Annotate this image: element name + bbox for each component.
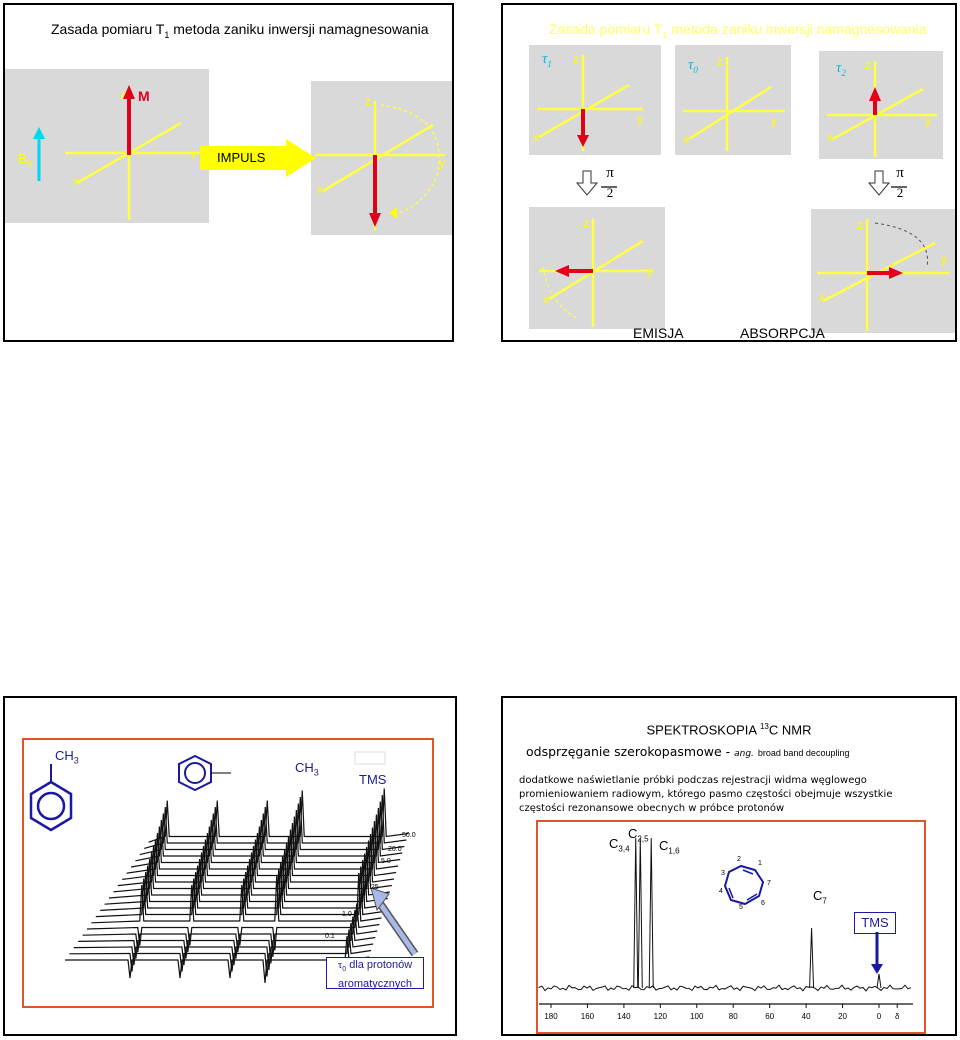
svg-text:z: z <box>583 216 589 230</box>
spectrum-peak <box>634 838 638 988</box>
x-axis-tick-label: 0 <box>876 1012 882 1021</box>
slide-t1-principle <box>3 3 454 342</box>
tau1-label: $\tau_1$ <box>542 51 552 69</box>
ch3-top-label: $CH_3$ <box>55 748 79 766</box>
svg-text:x: x <box>317 182 323 196</box>
x-axis-tick-label: 80 <box>728 1012 738 1021</box>
slide-toluene-t1-spectra <box>3 696 457 1036</box>
svg-text:x: x <box>543 292 549 306</box>
stacked-spectrum-trace <box>149 789 409 843</box>
svg-text:z: z <box>573 52 579 66</box>
slide-t1-tau-series <box>501 3 957 342</box>
x-axis-tick-label: 120 <box>653 1012 667 1021</box>
tick-label-1: 20.0 <box>388 846 402 853</box>
ring-number-2: 2 <box>737 856 741 863</box>
svg-text:y: y <box>941 252 947 266</box>
svg-text:z: z <box>857 218 863 232</box>
x-axis-tick-label: 160 <box>580 1012 595 1021</box>
ring-number-3: 3 <box>721 870 725 877</box>
x-axis-tick-label: 60 <box>765 1012 775 1021</box>
peak-label-c7: $C_7$ <box>813 888 827 906</box>
pi-half-right: π 2 <box>896 165 904 200</box>
subtitle: odsprzęganie szerokopasmowe - ang. broad band decoupling <box>526 744 850 759</box>
tick-label-0: 50.0 <box>402 832 416 839</box>
svg-text:x: x <box>819 290 825 304</box>
ring-number-5: 5 <box>739 904 743 911</box>
tms-label: TMS <box>359 772 387 787</box>
tick-label-3: 2.25 <box>365 884 379 891</box>
stacked-spectrum-trace <box>87 904 379 951</box>
absorption-label: ABSORPCJA <box>740 325 825 341</box>
tick-label-5: 0.1 <box>325 933 335 940</box>
svg-text:y: y <box>191 146 197 160</box>
slide-title: Zasada pomiaru $T_1$ metoda zaniku inwersji namagnesowania <box>51 21 429 40</box>
slide-title: SPEKTROSKOPIA $^{13}$C NMR <box>646 722 812 738</box>
svg-text:x: x <box>73 174 79 188</box>
spectrum-peak <box>649 838 653 988</box>
b0-label: $B_0$ <box>18 151 32 169</box>
x-axis-tick-label: 20 <box>838 1012 847 1021</box>
tick-label-4: 1.0 <box>342 911 352 918</box>
spectrum-peak <box>877 974 881 988</box>
ch3-mid-label: $CH_3$ <box>295 760 319 778</box>
svg-text:M: M <box>138 88 150 104</box>
svg-text:z: z <box>865 58 871 72</box>
svg-text:x: x <box>683 132 689 146</box>
slide-13c-nmr-decoupling <box>501 696 957 1036</box>
svg-text:y: y <box>637 112 643 126</box>
tau0-callout: $\tau_0$ dla protonów aromatycznych <box>326 957 424 989</box>
tau0-label: $\tau_0$ <box>688 57 698 75</box>
emission-label: EMISJA <box>633 325 684 341</box>
svg-text:y: y <box>647 264 653 278</box>
tau2-label: $\tau_2$ <box>836 60 846 78</box>
svg-text:x: x <box>827 130 833 144</box>
c13-spectrum-drawing <box>503 698 957 1036</box>
stacked-spectrum-trace <box>96 867 384 917</box>
svg-text:y: y <box>439 156 445 170</box>
peak-label-c34: $C_{3,4}$ <box>609 836 630 854</box>
impulse-label: IMPULS <box>217 150 266 165</box>
x-axis-tick-label: 140 <box>617 1012 631 1021</box>
tick-label-2: 5.0 <box>381 858 391 865</box>
x-axis-tick-label: 180 <box>544 1012 558 1021</box>
peak-label-c25: $C_{2,5}$ <box>628 826 649 844</box>
stacked-spectrum-trace <box>144 795 406 848</box>
body-text: dodatkowe naświetlanie próbki podczas rejestracji widma węglowego promieniowaniem radiowym, którego pasmo częstości obejmuje wszystkie częstości rezonansowe obecnych w próbce protonów <box>519 775 893 814</box>
slide1-drawing <box>5 5 454 342</box>
svg-text:z: z <box>717 54 723 68</box>
ring-number-1: 1 <box>758 860 762 867</box>
slide2-drawing <box>503 5 957 342</box>
x-axis-tick-label: 40 <box>801 1012 811 1021</box>
stacked-spectrum-trace <box>140 802 405 855</box>
ring-number-4: 4 <box>719 888 723 895</box>
slide-title-faded: Zasada pomiaru $T_1$ metoda zaniku inwersji namagnesowania <box>549 21 927 40</box>
pi-half-left: π 2 <box>606 165 614 200</box>
svg-text:y: y <box>925 114 931 128</box>
peak-label-c16: $C_{1,6}$ <box>659 838 680 856</box>
svg-text:y: y <box>771 114 777 128</box>
svg-text:z: z <box>120 88 126 102</box>
ring-number-7: 7 <box>767 880 771 887</box>
svg-text:x: x <box>533 130 539 144</box>
spectrum-baseline <box>539 985 911 991</box>
x-axis-tick-label: 100 <box>690 1012 704 1021</box>
spectrum-peak <box>810 928 814 988</box>
x-axis-tick-label: δ <box>894 1012 900 1021</box>
svg-text:z: z <box>365 94 371 108</box>
tms-box: TMS <box>854 912 896 934</box>
stacked-spectrum-trace <box>65 936 369 983</box>
ring-number-6: 6 <box>761 900 765 907</box>
spectrum-peak <box>638 838 642 988</box>
